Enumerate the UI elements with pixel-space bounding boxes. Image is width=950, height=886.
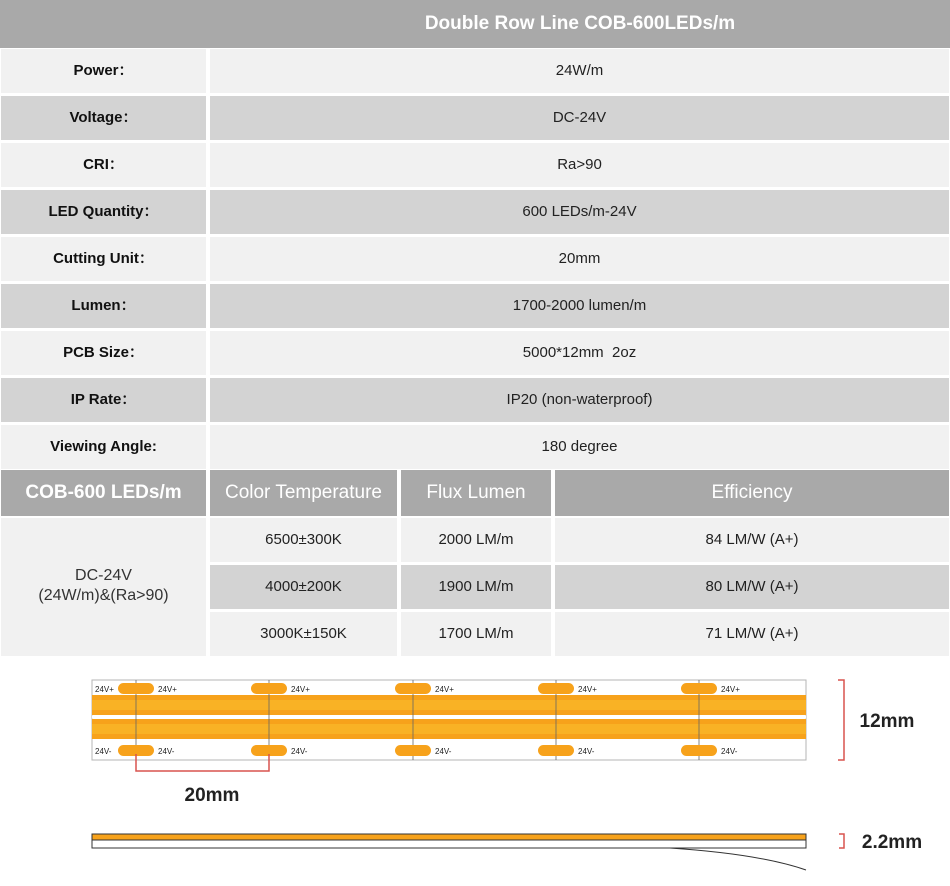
profile-cob-layer xyxy=(92,834,806,840)
spec-row-led-quantity xyxy=(0,190,950,234)
pad-label-plus: 24V+ xyxy=(158,685,177,694)
spec-value: 180 degree xyxy=(210,425,949,469)
table-cell-efficiency: 80 LM/W (A+) xyxy=(555,565,949,609)
spec-row-lumen xyxy=(0,284,950,328)
pad-label-minus: 24V- xyxy=(721,747,738,756)
spec-value: 24W/m xyxy=(210,49,949,93)
spec-value: 20mm xyxy=(210,237,949,281)
table-cell-efficiency: 71 LM/W (A+) xyxy=(555,612,949,656)
pad-label-minus: 24V- xyxy=(435,747,452,756)
led-strip-drawing xyxy=(0,670,950,881)
table-cell-flux: 1900 LM/m xyxy=(401,565,551,609)
spec-label: Voltage： xyxy=(1,96,206,140)
table-header-model: COB-600 LEDs/m xyxy=(1,470,206,516)
table-cell-flux: 2000 LM/m xyxy=(401,518,551,562)
solder-pad-bottom xyxy=(681,745,717,756)
solder-pad-bottom xyxy=(395,745,431,756)
product-title: Double Row Line COB-600LEDs/m xyxy=(424,13,736,34)
table-cell-flux: 1700 LM/m xyxy=(401,612,551,656)
pad-label-minus: 24V- xyxy=(95,747,112,756)
pad-label-plus: 24V+ xyxy=(578,685,597,694)
spec-row-pcb-size xyxy=(0,331,950,375)
cut-unit-label: 20mm xyxy=(184,785,240,806)
spec-row-cutting-unit xyxy=(0,237,950,281)
spec-label: Cutting Unit： xyxy=(1,237,206,281)
spec-value: DC-24V xyxy=(210,96,949,140)
spec-row-viewing-angle xyxy=(0,425,950,469)
spec-value: IP20 (non-waterproof) xyxy=(210,378,949,422)
spec-label: LED Quantity： xyxy=(1,190,206,234)
pad-label-minus: 24V- xyxy=(291,747,308,756)
pad-label-plus: 24V+ xyxy=(721,685,740,694)
table-power-cri-line: (24W/m)&(Ra>90) xyxy=(38,587,169,604)
width-bracket xyxy=(838,680,844,760)
profile-tape-curve xyxy=(670,848,806,870)
pad-label-minus: 24V- xyxy=(578,747,595,756)
width-label: 12mm xyxy=(859,711,915,732)
table-header-flux-lumen: Flux Lumen xyxy=(401,470,551,516)
pad-label-minus: 24V- xyxy=(158,747,175,756)
spec-row-voltage xyxy=(0,96,950,140)
thickness-bracket xyxy=(839,834,844,848)
solder-pad-bottom xyxy=(538,745,574,756)
table-header-efficiency: Efficiency xyxy=(555,470,949,516)
table-cell-cct: 4000±200K xyxy=(210,565,397,609)
solder-pad-top xyxy=(538,683,574,694)
spec-label: Lumen： xyxy=(1,284,206,328)
profile-pcb-layer xyxy=(92,840,806,848)
led-strip-diagram xyxy=(0,670,950,881)
spec-value: Ra>90 xyxy=(210,143,949,187)
spec-label: Viewing Angle: xyxy=(1,425,206,469)
spec-value: 5000*12mm 2oz xyxy=(210,331,949,375)
spec-header-bar xyxy=(0,0,950,48)
table-cell-cct: 6500±300K xyxy=(210,518,397,562)
pad-label-plus: 24V+ xyxy=(95,685,114,694)
spec-row-ip-rate xyxy=(0,378,950,422)
spec-label: Power： xyxy=(1,49,206,93)
solder-pad-top xyxy=(118,683,154,694)
table-voltage-cell xyxy=(1,518,206,656)
spec-label: CRI： xyxy=(1,143,206,187)
spec-label: PCB Size： xyxy=(1,331,206,375)
spec-row-cri xyxy=(0,143,950,187)
pad-label-plus: 24V+ xyxy=(435,685,454,694)
pad-label-plus: 24V+ xyxy=(291,685,310,694)
thickness-label: 2.2mm xyxy=(861,832,923,853)
table-cell-cct: 3000K±150K xyxy=(210,612,397,656)
solder-pad-top xyxy=(251,683,287,694)
table-header-color-temperature: Color Temperature xyxy=(210,470,397,516)
solder-pad-top xyxy=(395,683,431,694)
spec-value: 600 LEDs/m-24V xyxy=(210,190,949,234)
spec-value: 1700-2000 lumen/m xyxy=(210,284,949,328)
spec-label: IP Rate： xyxy=(1,378,206,422)
spec-row-power xyxy=(0,49,950,93)
solder-pad-top xyxy=(681,683,717,694)
table-cell-efficiency: 84 LM/W (A+) xyxy=(555,518,949,562)
table-voltage-line: DC-24V xyxy=(75,567,132,584)
